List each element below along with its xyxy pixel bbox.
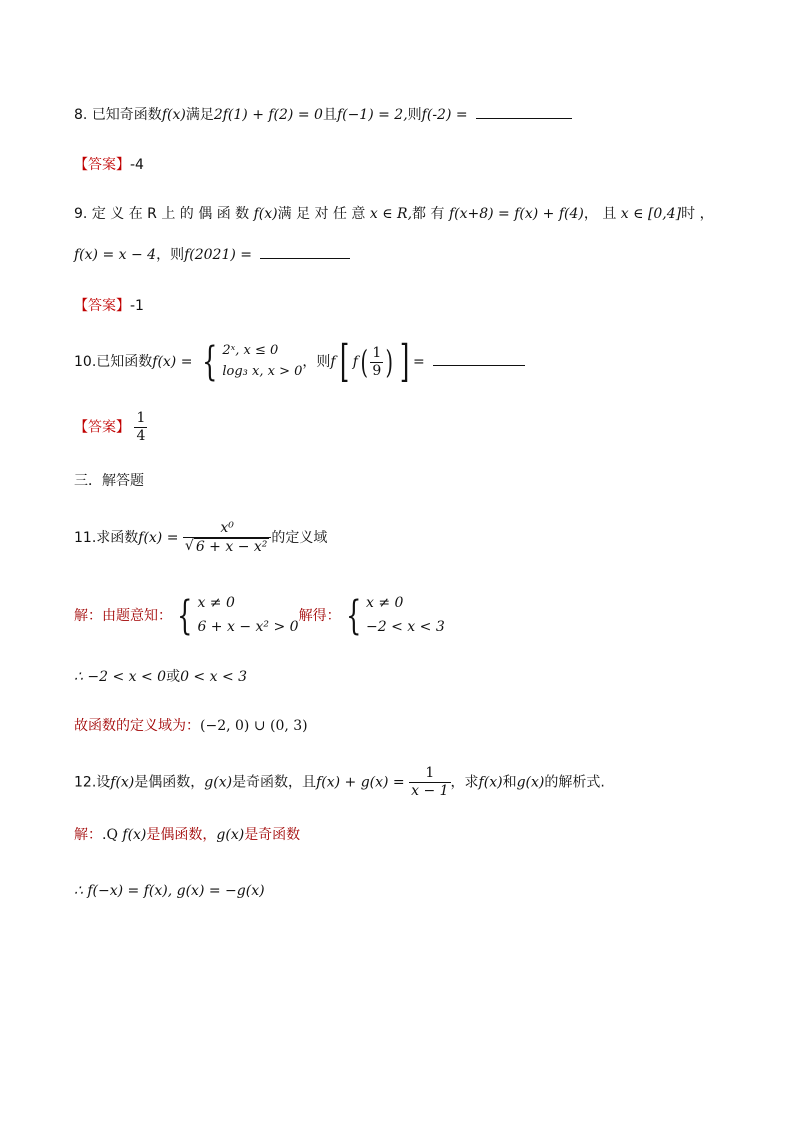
answer-blank xyxy=(476,117,572,119)
math-expr: f xyxy=(330,354,336,370)
question-12 xyxy=(74,765,605,800)
question-11 xyxy=(74,520,327,556)
question-text: 时 ， xyxy=(681,206,714,222)
math-expr: f(x) + g(x) = xyxy=(316,774,405,791)
answer-label: 【答案】 xyxy=(74,419,130,436)
answer-blank xyxy=(260,257,350,259)
solution-11-line3 xyxy=(74,718,308,735)
because-symbol: .Q xyxy=(102,827,118,843)
question-text: 定 义 在 R 上 的 偶 函 数 xyxy=(91,206,250,222)
math-expr: ∴ f(−x) = f(x), g(x) = −g(x) xyxy=(74,883,265,899)
question-10 xyxy=(74,336,525,387)
left-paren: ( xyxy=(360,343,368,381)
question-text: 满足 xyxy=(185,107,214,123)
question-text: 是偶函数， xyxy=(134,774,205,791)
sqrt-symbol: √ xyxy=(184,538,194,555)
math-expr: f(x) xyxy=(110,774,135,791)
math-expr: f(-2) xyxy=(421,107,452,123)
answer-value: -1 xyxy=(130,298,144,314)
fraction: $\frac{1}{9}$ xyxy=(372,344,382,379)
question-number: 10. xyxy=(74,354,97,370)
solution-11 xyxy=(74,592,445,640)
math-expr: (−2, 0) ∪ (0, 3) xyxy=(200,718,308,734)
system-cases: x ≠ 0 6 + x − x² > 0 xyxy=(197,595,299,635)
math-expr: f xyxy=(352,354,358,370)
math-expr: = xyxy=(412,354,425,370)
question-text: ，求 xyxy=(450,774,479,791)
answer-value: -4 xyxy=(130,157,144,173)
fraction: $\frac{\text{x⁰}}{\text{√ 6 + x − x²}}$ xyxy=(183,520,272,556)
math-expr: ∴ −2 < x < 0 xyxy=(74,669,167,685)
question-text: 和 xyxy=(502,774,517,791)
left-brace: { xyxy=(177,592,193,639)
answer-blank xyxy=(433,364,525,366)
question-text: 的解析式. xyxy=(544,774,605,791)
math-expr: f(x+8) = f(x) + f(4) xyxy=(448,206,584,222)
solution-label: 解： xyxy=(74,827,102,843)
answer-8 xyxy=(74,157,144,174)
question-text: 设 xyxy=(96,774,111,791)
question-text: 求函数 xyxy=(96,529,139,546)
right-bracket: ] xyxy=(399,336,410,387)
question-text: 且 xyxy=(322,107,337,123)
section-heading: 三．解答题 xyxy=(74,473,144,489)
case-1: 2ˣ, x ≤ 0 xyxy=(222,343,279,359)
question-text: ， 且 xyxy=(583,206,617,222)
question-text: 已知奇函数 xyxy=(91,107,162,123)
math-expr: f(x) xyxy=(122,827,147,843)
math-expr: f(2021) = xyxy=(184,247,252,263)
left-bracket: [ xyxy=(339,336,349,387)
question-number: 12. xyxy=(74,774,97,791)
question-number: 9. xyxy=(74,206,88,222)
solution-text: 是奇函数 xyxy=(244,827,301,843)
math-expr: g(x) xyxy=(204,774,233,791)
math-expr: 0 < x < 3 xyxy=(180,669,248,685)
question-text: ，则 xyxy=(156,247,185,263)
section-title xyxy=(74,473,144,490)
math-expr: f(x) xyxy=(253,206,278,222)
left-brace: { xyxy=(345,592,361,639)
question-number: 11. xyxy=(74,529,97,546)
math-expr: f(x) xyxy=(478,774,503,791)
question-text: ，则 xyxy=(302,354,331,370)
answer-fraction: $\frac{1}{4}$ xyxy=(136,410,146,444)
math-expr: x ∈ [0,4] xyxy=(620,206,682,222)
solution-11-line2 xyxy=(74,669,247,686)
math-expr: f(x) xyxy=(161,107,186,123)
question-text: 满 足 对 任 意 xyxy=(277,206,366,222)
system-cases: x ≠ 0 −2 < x < 3 xyxy=(366,595,445,635)
fraction: $\frac{1}{x - 1}$ xyxy=(411,765,449,799)
question-8 xyxy=(74,107,572,124)
solution-text: 是偶函数， xyxy=(146,827,217,843)
solution-label: 解：由题意知： xyxy=(74,607,172,624)
math-expr: f(x) = x − 4 xyxy=(74,247,157,263)
question-text: 的定义域 xyxy=(271,529,328,546)
math-expr: f(−1) = 2, xyxy=(336,107,408,123)
question-text: 则 xyxy=(407,107,422,123)
question-text: 都 有 xyxy=(412,206,445,222)
math-expr: = xyxy=(451,107,468,123)
left-brace: { xyxy=(201,339,218,385)
case-2: log₃ x, x > 0 xyxy=(222,364,303,379)
question-number: 8. xyxy=(74,107,88,123)
question-9-line2 xyxy=(74,247,350,264)
math-expr: x ∈ R, xyxy=(369,206,413,222)
math-expr: f(x) = xyxy=(138,529,179,546)
question-9 xyxy=(74,206,714,223)
answer-label: 【答案】 xyxy=(74,157,130,173)
answer-9 xyxy=(74,298,144,315)
math-expr: g(x) xyxy=(216,827,245,843)
answer-10 xyxy=(74,410,147,445)
question-text: 已知函数 xyxy=(96,354,153,370)
math-expr: g(x) xyxy=(516,774,545,791)
question-text: 是奇函数，且 xyxy=(232,774,317,791)
right-paren: ) xyxy=(385,343,394,381)
solution-12 xyxy=(74,827,300,844)
math-expr: f(x) = xyxy=(152,354,193,370)
solution-text: 解得： xyxy=(298,607,341,624)
solution-text: 或 xyxy=(166,669,181,685)
piecewise-cases xyxy=(222,341,302,383)
solution-12-line2 xyxy=(74,883,265,900)
solution-text: 故函数的定义域为： xyxy=(74,718,200,734)
math-expr: 2f(1) + f(2) = 0 xyxy=(213,107,323,123)
answer-label: 【答案】 xyxy=(74,298,130,314)
